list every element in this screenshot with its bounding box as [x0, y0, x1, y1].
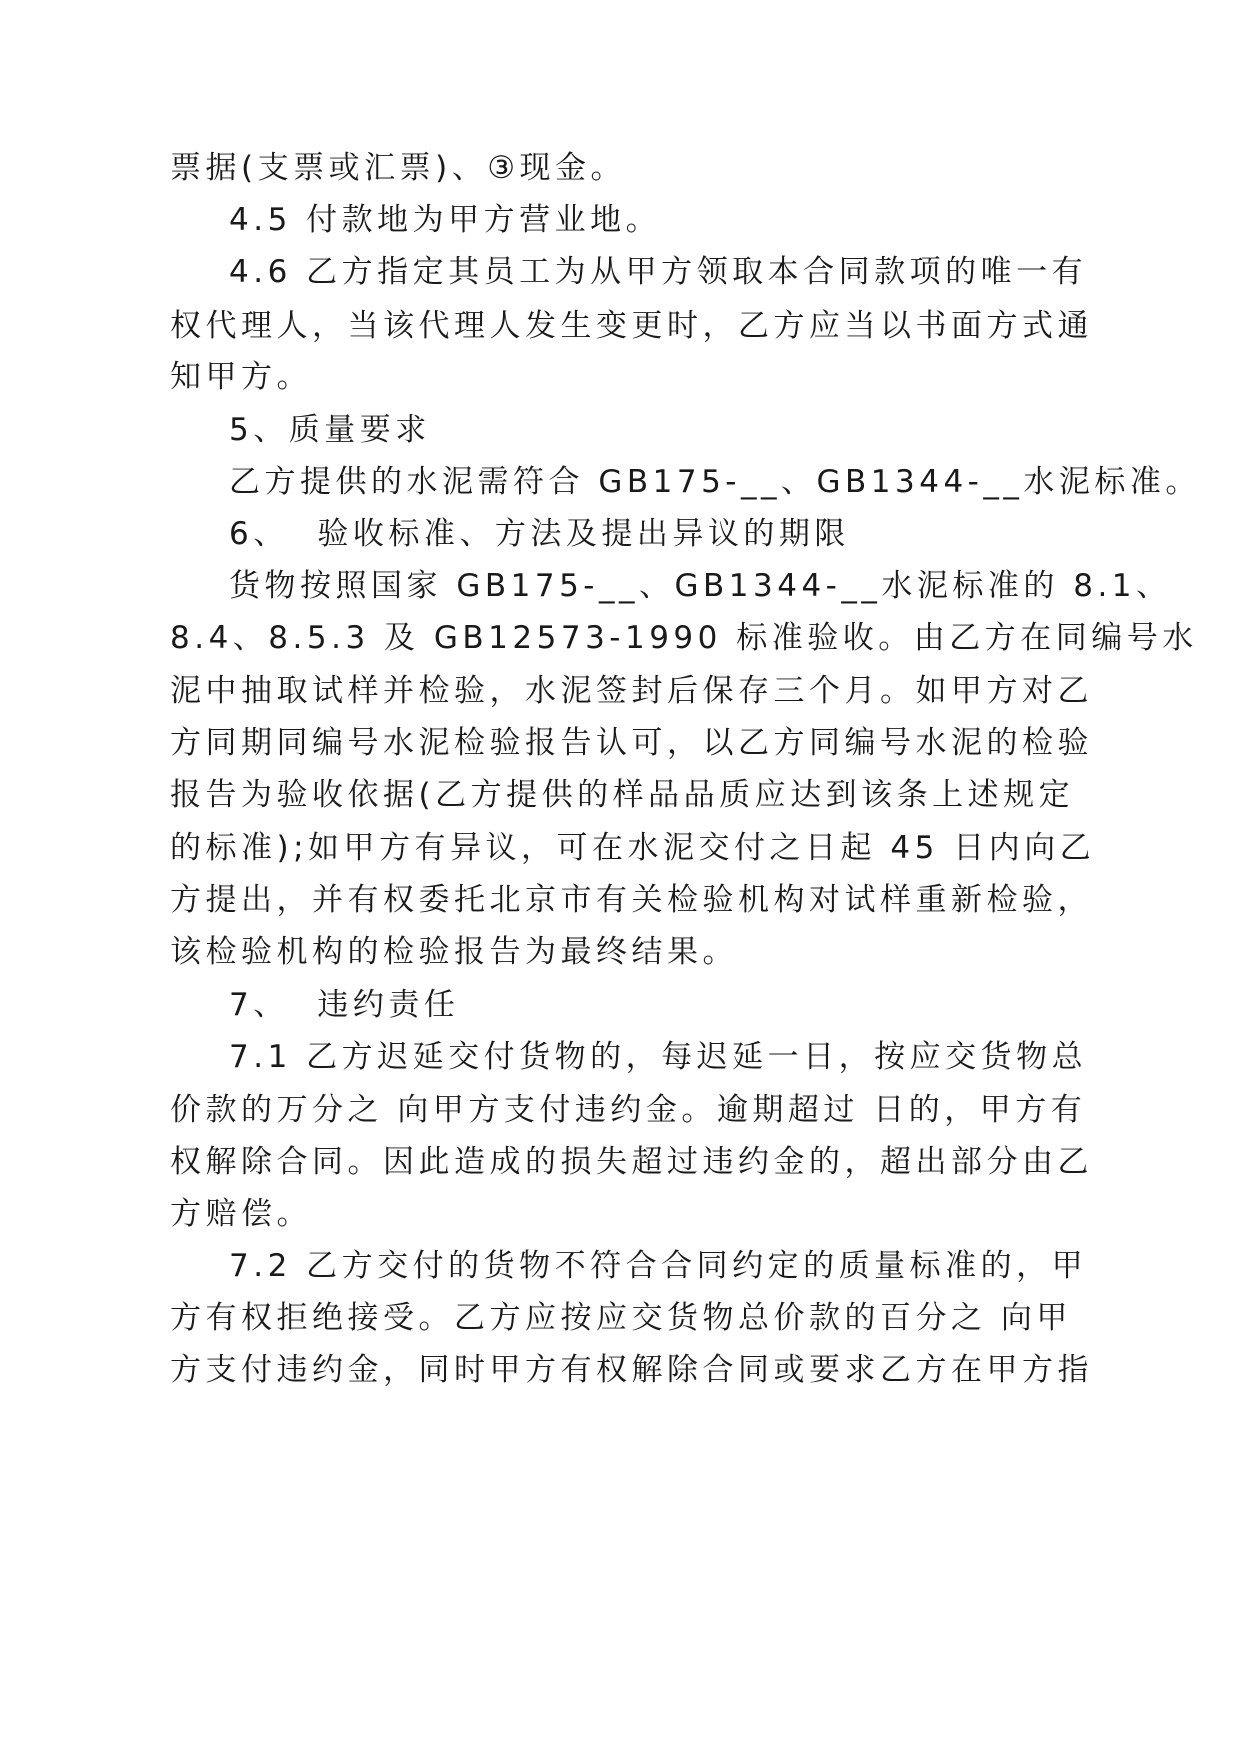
text-line-11: 泥中抽取试样并检验，水泥签封后保存三个月。如甲方对乙 [170, 673, 1093, 709]
text-line-9: 货物按照国家 GB175-__、GB1344-__水泥标准的 8.1、 [229, 568, 1172, 604]
text-line-2: 4.5 付款地为甲方营业地。 [229, 202, 662, 238]
text-line-23: 方有权拒绝接受。乙方应按应交货物总价款的百分之 向甲 [170, 1300, 1072, 1336]
text-line-24: 方支付违约金，同时甲方有权解除合同或要求乙方在甲方指 [170, 1352, 1093, 1388]
text-line-4: 权代理人，当该代理人发生变更时，乙方应当以书面方式通 [170, 308, 1093, 344]
text-line-13: 报告为验收依据(乙方提供的样品品质应达到该条上述规定 [170, 777, 1075, 813]
text-line-10: 8.4、8.5.3 及 GB12573-1990 标准验收。由乙方在同编号水 [170, 620, 1198, 656]
text-line-22: 7.2 乙方交付的货物不符合合同约定的质量标准的，甲 [229, 1248, 1088, 1284]
text-line-5: 知甲方。 [170, 359, 312, 395]
heading-acceptance-standards: 6、 验收标准、方法及提出异议的期限 [229, 516, 850, 552]
text-line-16: 该检验机构的检验报告为最终结果。 [170, 934, 738, 970]
text-line-1: 票据(支票或汇票)、③现金。 [170, 150, 626, 186]
heading-quality-requirements: 5、质量要求 [229, 412, 431, 448]
text-line-3: 4.6 乙方指定其员工为从甲方领取本合同款项的唯一有 [229, 254, 1088, 290]
text-line-20: 权解除合同。因此造成的损失超过违约金的，超出部分由乙 [170, 1144, 1093, 1180]
text-line-7: 乙方提供的水泥需符合 GB175-__、GB1344-__水泥标准。 [229, 464, 1201, 500]
text-line-19: 价款的万分之 向甲方支付违约金。逾期超过 日的，甲方有 [170, 1092, 1087, 1128]
text-line-12: 方同期同编号水泥检验报告认可，以乙方同编号水泥的检验 [170, 725, 1093, 761]
text-line-21: 方赔偿。 [170, 1196, 312, 1232]
text-line-15: 方提出，并有权委托北京市有关检验机构对试样重新检验， [170, 882, 1093, 918]
text-line-18: 7.1 乙方迟延交付货物的，每迟延一日，按应交货物总 [229, 1039, 1088, 1075]
heading-liability-for-breach: 7、 违约责任 [229, 987, 460, 1023]
text-line-14: 的标准);如甲方有异议，可在水泥交付之日起 45 日内向乙 [170, 830, 1096, 866]
